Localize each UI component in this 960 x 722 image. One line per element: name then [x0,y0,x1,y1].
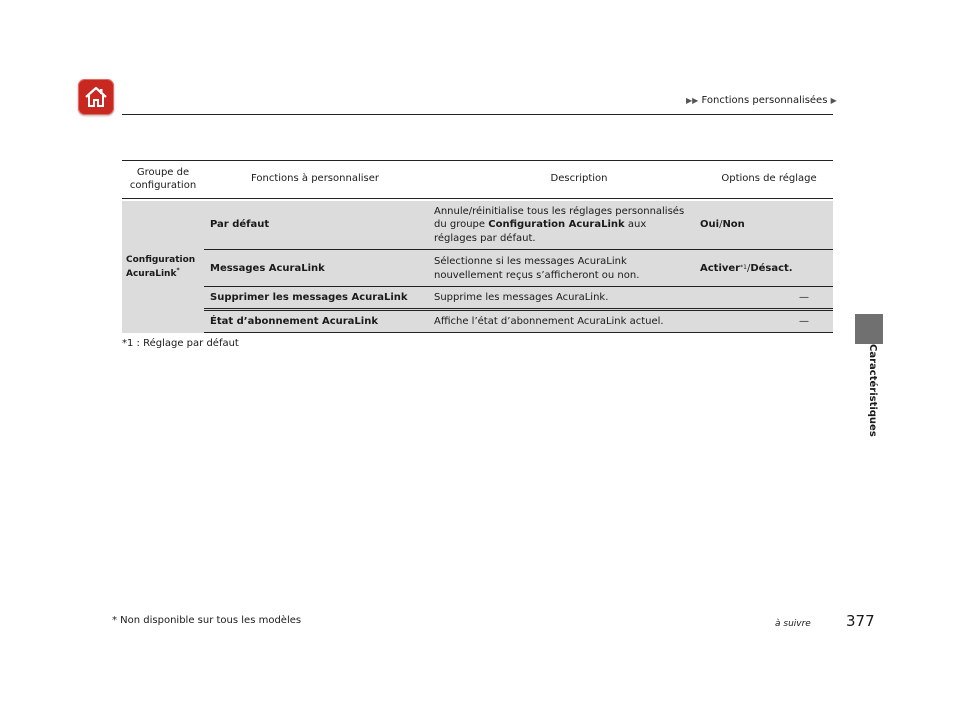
row-function: Messages AcuraLink [210,262,325,274]
page-number: 377 [846,612,875,630]
option-separator: / [746,262,751,274]
header-divider [122,114,833,115]
row-description-text: Annule/réinitialise tous les réglages personnalisés du groupe [434,205,685,231]
group-label: Configuration AcuraLink [126,254,196,279]
row-function: Supprimer les messages AcuraLink [210,292,408,304]
row-function: Par défaut [210,219,270,231]
table-header [122,160,833,199]
breadcrumb-arrows-icon: ▶▶ [686,96,699,105]
table-row [204,201,833,250]
home-button[interactable] [78,79,114,115]
table-body [122,201,833,333]
option-yes: Oui [700,219,720,231]
header-options: Options de réglage [721,173,817,185]
option-no: Non [722,219,745,231]
row-description-text-end: aux réglages par défaut. [434,219,647,244]
default-mark: *1 [740,264,747,272]
breadcrumb-label[interactable]: Fonctions personnalisées [701,95,828,106]
breadcrumb-arrow-icon: ▶ [830,96,837,105]
header-description: Description [550,173,608,185]
settings-table [122,160,833,333]
row-description: Supprime les messages AcuraLink. [434,292,609,304]
row-options [700,251,830,286]
group-mark: * [176,266,180,274]
row-description: Sélectionne si les messages AcuraLink nouvellement reçus s’afficheront ou non. [434,256,640,281]
breadcrumb[interactable] [686,95,837,106]
option-separator: / [719,219,723,231]
header-group: Groupe de configuration [129,167,197,191]
header-function: Fonctions à personnaliser [251,173,379,185]
row-options: — [799,315,809,327]
table-row [204,310,833,333]
continued-label: à suivre [775,619,811,629]
table-row [204,288,833,309]
home-icon [83,84,109,110]
row-description: Affiche l’état d’abonnement AcuraLink actuel. [434,315,664,327]
table-row [204,251,833,287]
row-options: — [799,292,809,304]
row-description [434,201,692,249]
section-tab[interactable] [855,314,883,344]
footnote: *1 : Réglage par défaut [122,338,239,349]
section-tab-label: Caractéristiques [867,344,878,437]
row-description-bold: Configuration AcuraLink [488,219,625,231]
group-cell [126,201,202,333]
option-activate: Activer [700,262,741,274]
availability-note: * Non disponible sur tous les modèles [112,615,302,626]
row-options [700,201,830,249]
row-function: État d’abonnement AcuraLink [210,315,378,327]
option-deactivate: Désact. [750,262,793,274]
